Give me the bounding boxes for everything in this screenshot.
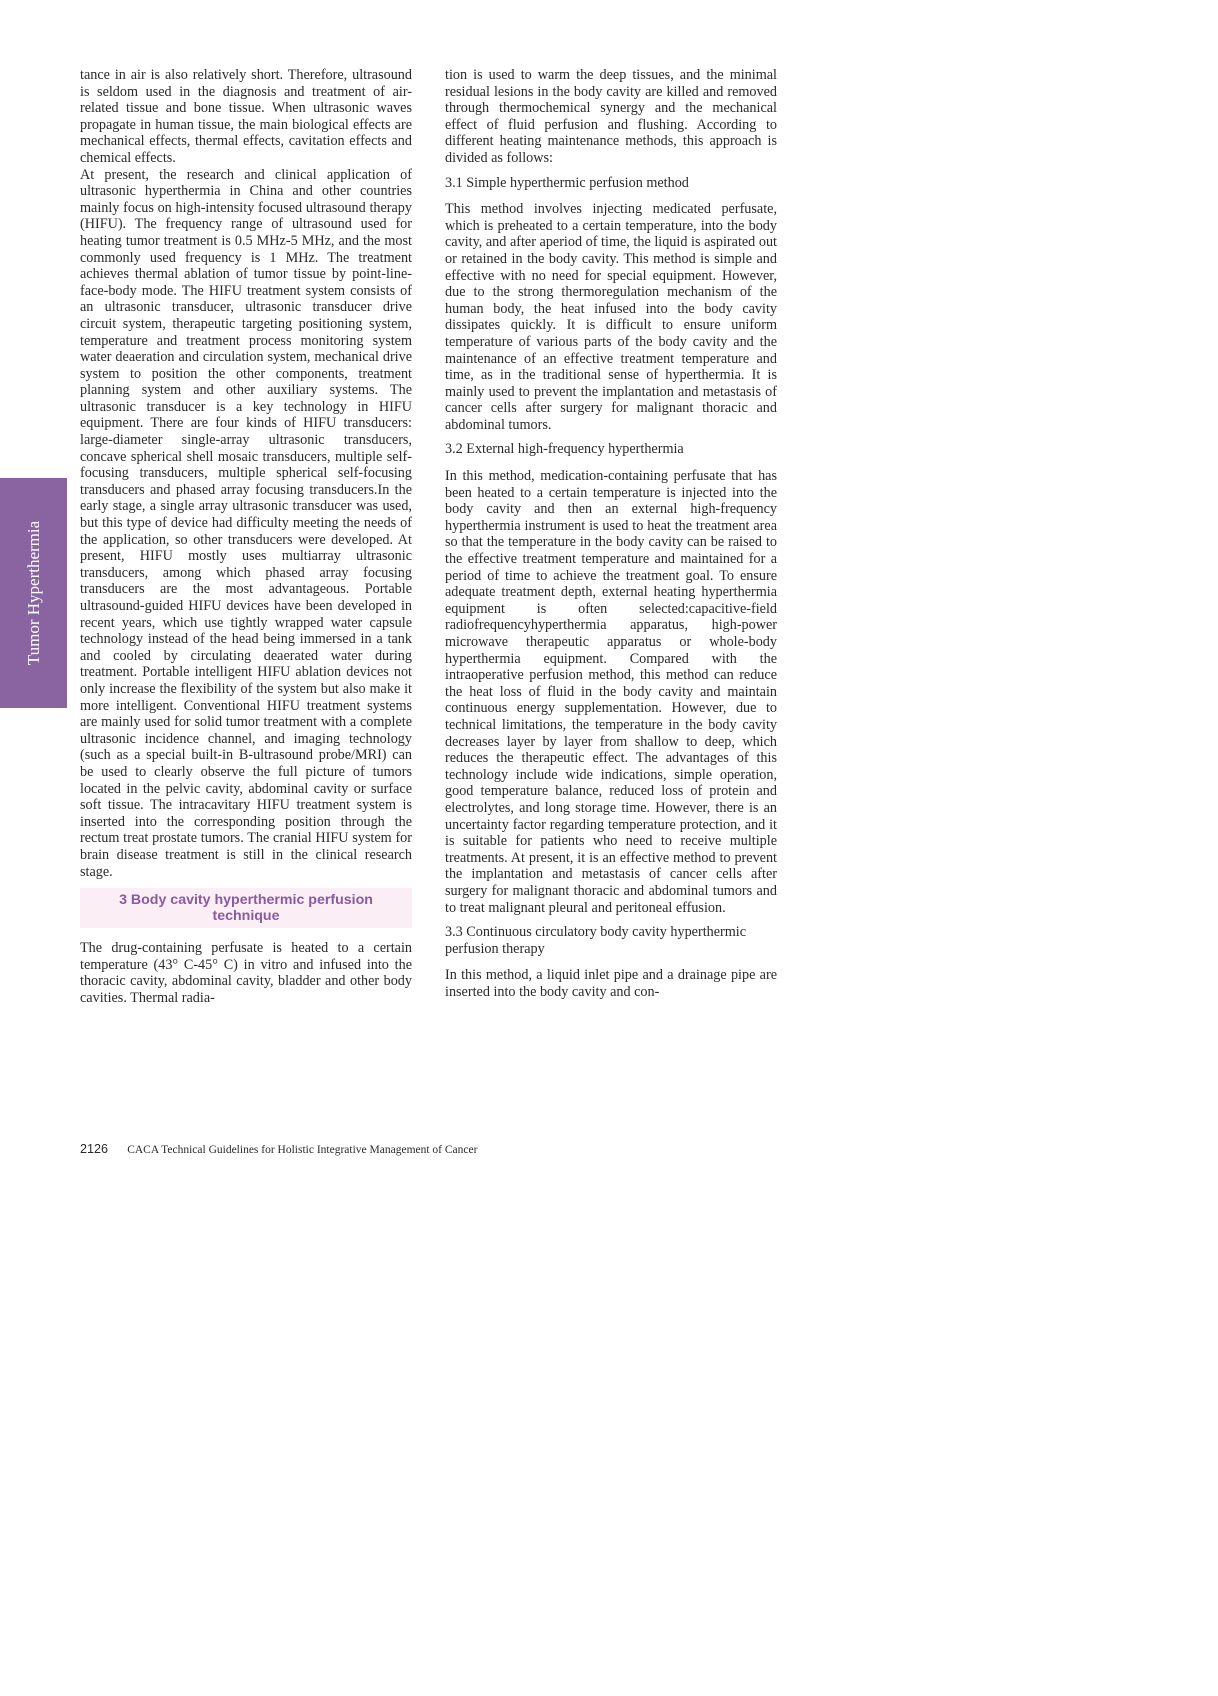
side-tab-label: Tumor Hyperthermia <box>23 520 43 666</box>
paragraph: At present, the research and clinical application of ultrasonic hyperthermia in China and other countries mainly focus on high-intensity focused ultrasound therapy (HIFU). The frequency range of ultrasound used for heating tumor treatment is 0.5 MHz-5 MHz, and the most commonly used frequency is 1 MHz. The treatment achieves thermal ablation of tumor tissue by point-line-face-body mode. The HIFU treatment system consists of an ultrasonic transducer, ultrasonic transducer drive circuit system, therapeutic targeting positioning system, temperature and treatment process monitoring system water deaeration and circulation system, mechanical drive system to position the other components, treatment planning system and other auxiliary systems. The ultrasonic transducer is a key technology in HIFU equipment. There are four kinds of HIFU transducers: large-diameter single-array ultrasonic transducers, concave spherical shell mosaic transducers, multiple self-focusing transducers, multiple spherical self-focusing transducers and phased array focusing transducers.In the early stage, a single array ultrasonic transducer was used, but this type of device had difficulty meeting the needs of the application, so other transducers were developed. At present, HIFU mostly uses multiarray ultrasonic transducers, among which phased array focusing transducers are the most advantageous. Portable ultrasound-guided HIFU devices have been developed in recent years, which use tightly wrapped water capsule technology instead of the head being immersed in a tank and cooled by circulating deaerated water during treatment. Portable intelligent HIFU ablation devices not only increase the flexibility of the system but also make it more intelligent. Conventional HIFU treatment systems are mainly used for solid tumor treatment with a complete ultrasonic incidence channel, and imaging technology (such as a special built-in B-ultrasound probe/MRI) can be used to clearly observe the full picture of tumors located in the pelvic cavity, abdominal cavity or surface soft tissue. The intracavitary HIFU treatment system is inserted into the corresponding position through the rectum treat prostate tumors. The cranial HIFU system for brain disease treatment is still in the clinical research stage. <box>80 166 412 880</box>
right-column <box>445 67 777 1000</box>
paragraph: The drug-containing perfusate is heated to a certain temperature (43° C-45° C) in vitro and infused into the thoracic cavity, abdominal cavity, bladder and other body cavities. Thermal radia- <box>80 940 412 1006</box>
section-heading: 3 Body cavity hyperthermic perfusion technique <box>80 888 412 928</box>
subsection-heading: 3.1 Simple hyperthermic perfusion method <box>445 174 689 191</box>
subsection-heading: 3.2 External high-frequency hyperthermia <box>445 441 684 458</box>
paragraph: tion is used to warm the deep tissues, and the minimal residual lesions in the body cavity are killed and removed through thermochemical synergy and the mechanical effect of fluid perfusion and flushing. According to different heating maintenance methods, this approach is divided as follows: <box>445 67 777 166</box>
paragraph: This method involves injecting medicated perfusate, which is preheated to a certain temperature, into the body cavity, and after aperiod of time, the liquid is aspirated out or retained in the body cavity. This method is simple and effective with no need for special equipment. However, due to the strong thermoregulation mechanism of the human body, the heat infused into the body cavity dissipates quickly. It is difficult to ensure uniform temperature of various parts of the body cavity and the maintenance of an effective treatment temperature and time, as in the traditional sense of hyperthermia. It is mainly used to prevent the implantation and metastasis of cancer cells after surgery for malignant thoracic and abdominal tumors. <box>445 201 777 433</box>
paragraph: tance in air is also relatively short. Therefore, ultrasound is seldom used in the diagnosis and treatment of air-related tissue and bone tissue. When ultrasonic waves propagate in human tissue, the main biological effects are mechanical effects, thermal effects, cavitation effects and chemical effects. <box>80 67 412 166</box>
paragraph: In this method, a liquid inlet pipe and a drainage pipe are inserted into the body cavity and con- <box>445 967 777 1000</box>
subsection-heading: 3.3 Continuous circulatory body cavity hyperthermic perfusion therapy <box>445 924 747 957</box>
paragraph: In this method, medication-containing perfusate that has been heated to a certain temperature is injected into the body cavity and then an external high-frequency hyperthermia instrument is used to heat the treatment area so that the temperature in the body cavity can be raised to the effective treatment temperature and maintained for a period of time to achieve the treatment goal. To ensure adequate treatment depth, external heating hyperthermia equipment is often selected:capacitive-field radiofrequencyhyperthermia apparatus, high-power microwave therapeutic apparatus or whole-body hyperthermia equipment. Compared with the intraoperative perfusion method, this method can reduce the heat loss of fluid in the body cavity and maintain continuous energy supplementation. However, due to technical limitations, the temperature in the body cavity decreases layer by layer from shallow to deep, which reduces the therapeutic effect. The advantages of this technology include wide indications, simple operation, good temperature balance, reduced loss of protein and electrolytes, and long storage time. However, there is an uncertainty factor regarding temperature protection, and it is suitable for patients who need to receive multiple treatments. At present, it is an effective method to prevent the implantation and metastasis of cancer cells after surgery for malignant thoracic and abdominal tumors and to treat malignant pleural and peritoneal effusion. <box>445 468 777 916</box>
book-title: CACA Technical Guidelines for Holistic Integrative Management of Cancer <box>127 1144 478 1156</box>
page-number: 2126 <box>80 1142 109 1156</box>
page-footer <box>80 1142 477 1157</box>
left-column <box>80 67 412 1006</box>
side-tab <box>0 478 67 708</box>
